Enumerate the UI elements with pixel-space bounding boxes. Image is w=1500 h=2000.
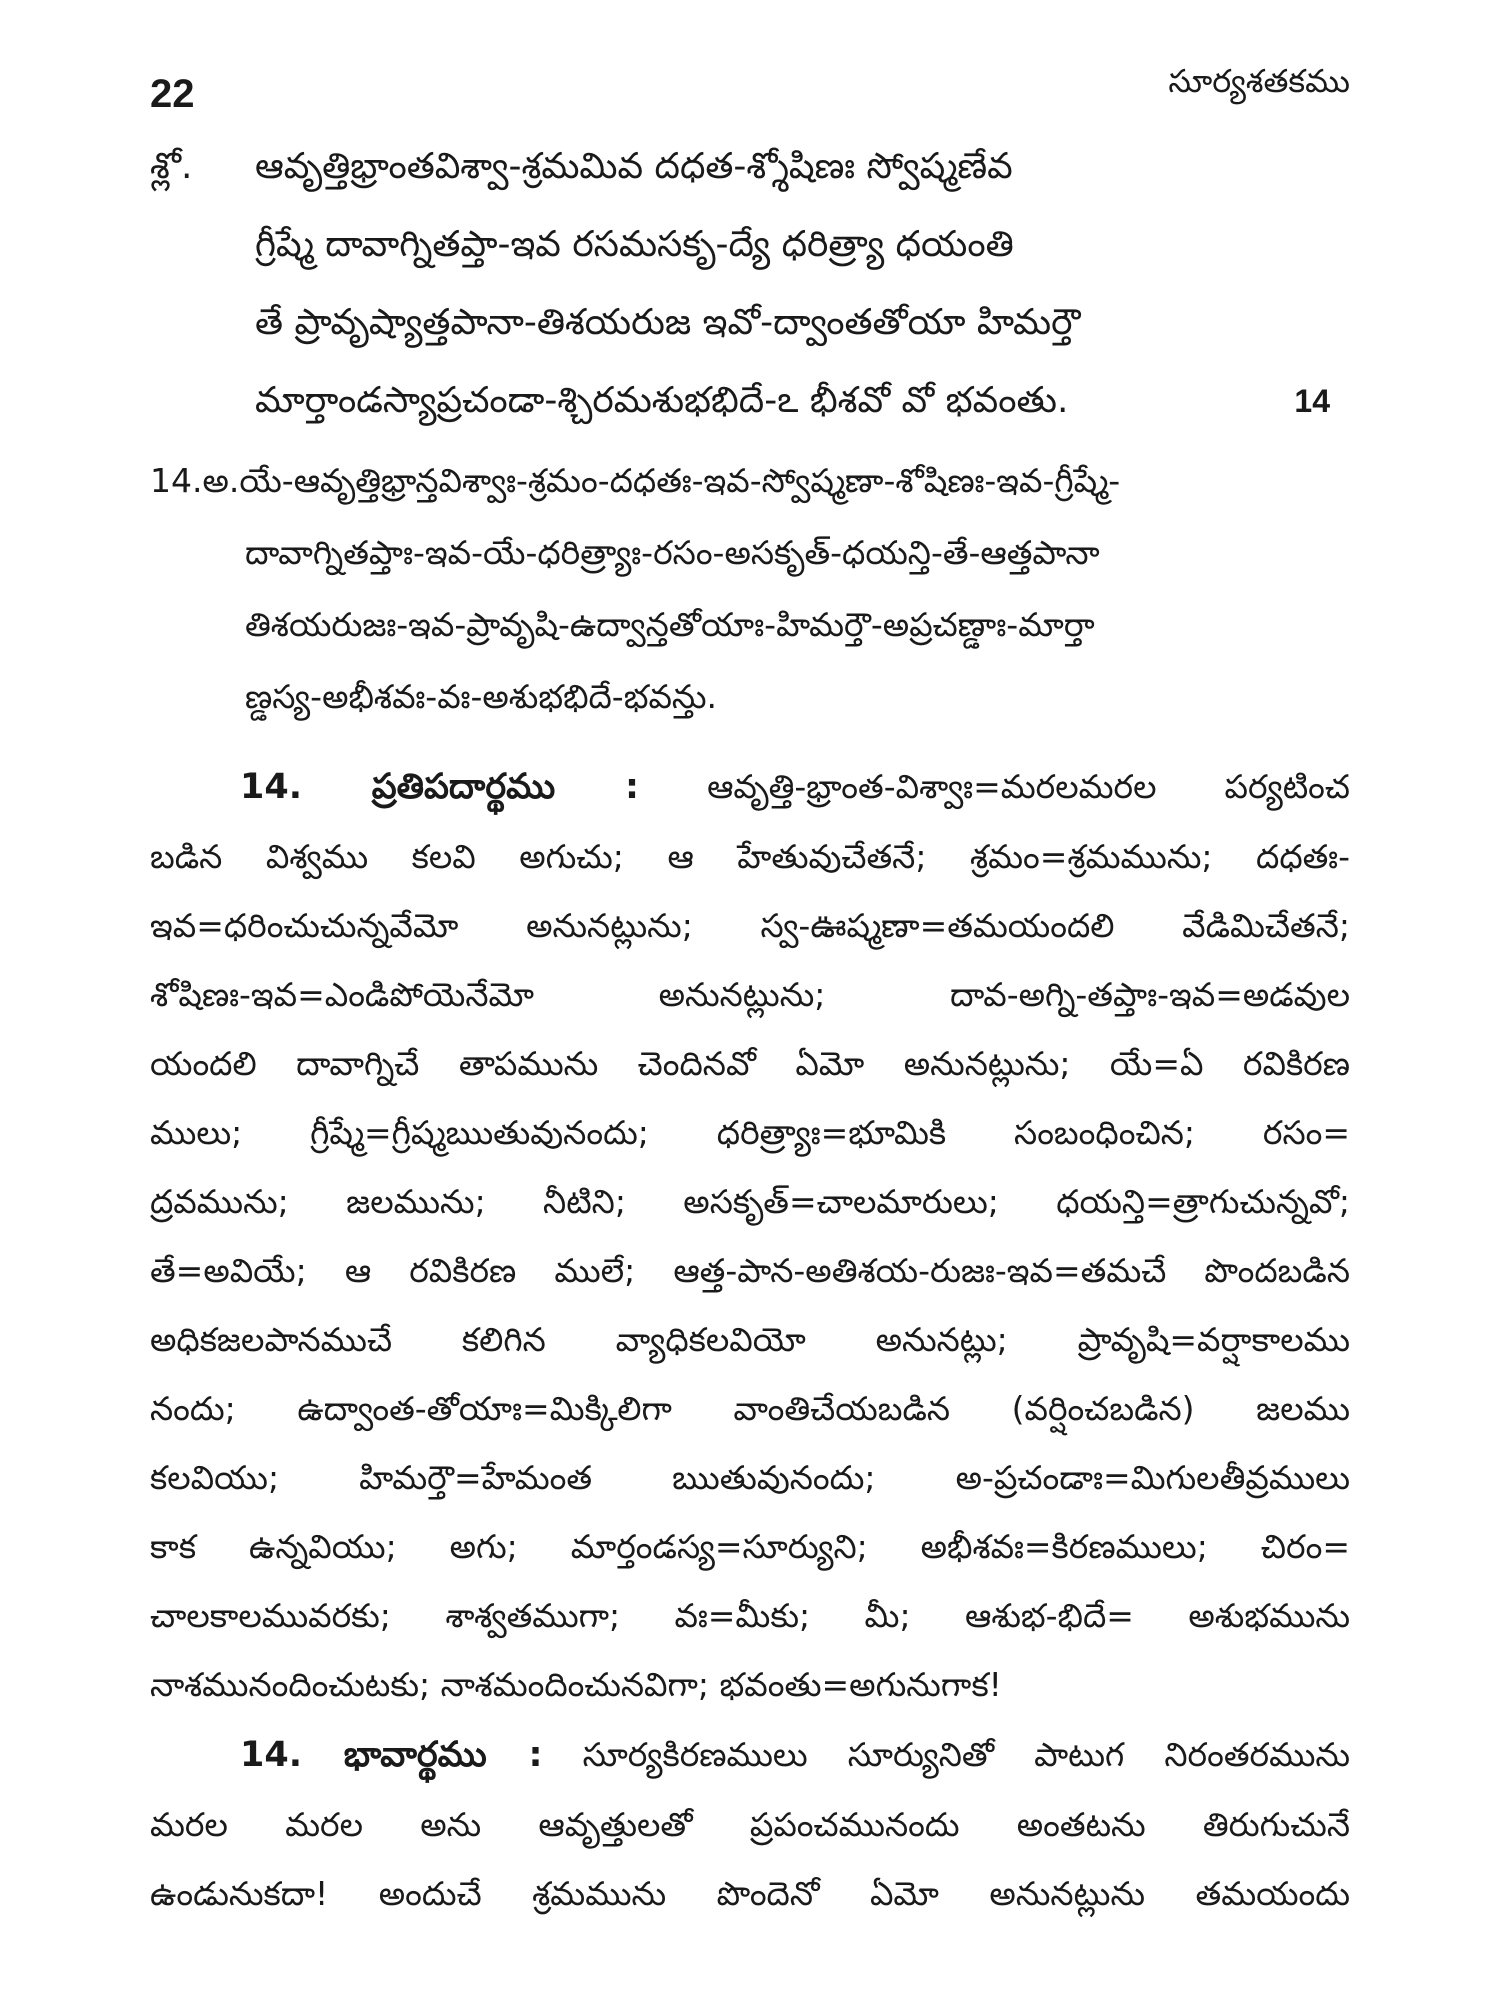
- paragraph-line: [150, 752, 1350, 822]
- word-split-line: ణ్డస్య-అభీశవః-వః-అశుభభిదే-భవన్తు.: [245, 677, 718, 716]
- paragraph-line: నాశమునందించుటకు; నాశమందించునవిగా; భవంతు=అగునుగాక!: [150, 1665, 1002, 1704]
- word-split-line: 14.అ.యే-ఆవృత్తిభ్రాన్తవిశ్వాః-శ్రమం-దధతః-ఇవ-స్వోష్మణా-శోషిణః-ఇవ-గ్రీష్మే-: [150, 461, 1121, 500]
- paragraph-line: ద్రవమును; జలమును; నీటిని; అసకృత్=చాలమారులు; ధయన్తి=త్రాగుచున్నవో;: [150, 1182, 1350, 1221]
- paragraph-text: ఆవృత్తి-భ్రాంత-విశ్వాః=మరలమరల పర్యటించ: [638, 767, 1350, 806]
- verse-text: గ్రీష్మే దావాగ్నితప్తా-ఇవ రసమసకృ-ద్యే ధరిత్ర్యా ధయంతి: [255, 224, 1014, 265]
- word-split-block: [150, 445, 1350, 733]
- gist-paragraph: [150, 1720, 1350, 1928]
- paragraph-line: ఇవ=ధరించుచున్నవేమో అనునట్లును; స్వ-ఊష్మణా=తమయందలి వేడిమిచేతనే;: [150, 906, 1350, 945]
- paragraph-line: [150, 1720, 1350, 1790]
- paragraph-text: సూర్యకిరణములు సూర్యునితో పాటుగ నిరంతరమును: [542, 1735, 1350, 1774]
- verse-line: [150, 362, 1350, 440]
- paragraph-line: మరల మరల అను ఆవృత్తులతో ప్రపంచమునందు అంతటను తిరుగుచునే: [150, 1805, 1350, 1844]
- verse-text: తే ప్రావృష్యాత్తపానా-తిశయరుజ ఇవో-ద్వాంతతోయా హిమర్తౌ: [255, 302, 1081, 343]
- word-meaning-paragraph: [150, 752, 1350, 1719]
- paragraph-line: ఉండునుకదా! అందుచే శ్రమమును పొందెనో ఏమో అనునట్లును తమయందు: [150, 1874, 1350, 1913]
- verse-text: ఆవృత్తిభ్రాంతవిశ్వా-శ్రమమివ దధత-శ్శోషిణః స్వోష్మణేవ: [255, 146, 1013, 187]
- section-heading: 14. భావార్థము :: [240, 1735, 543, 1775]
- verse-marker: శ్లో.: [150, 146, 193, 187]
- verse-block: [150, 128, 1350, 440]
- paragraph-line: నందు; ఉద్వాంత-తోయాః=మిక్కిలిగా వాంతిచేయబడిన (వర్షించబడిన) జలము: [150, 1389, 1350, 1428]
- paragraph-line: తే=అవియే; ఆ రవికిరణ ములే; ఆత్త-పాన-అతిశయ-రుజః-ఇవ=తమచే పొందబడిన: [150, 1251, 1350, 1290]
- paragraph-line: కలవియు; హిమర్తౌ=హేమంత ఋతువునందు; అ-ప్రచండాః=మిగులతీవ్రములు: [150, 1458, 1350, 1497]
- word-split-line: తిశయరుజః-ఇవ-ప్రావృషి-ఉద్వాన్తతోయాః-హిమర్తౌ-అప్రచణ్డాః-మార్తా: [245, 605, 1095, 644]
- paragraph-line: అధికజలపానముచే కలిగిన వ్యాధికలవియో అనునట్లు; ప్రావృషి=వర్షాకాలము: [150, 1320, 1350, 1359]
- section-heading: 14. ప్రతిపదార్థము :: [240, 767, 639, 807]
- paragraph-line: చాలకాలమువరకు; శాశ్వతముగా; వః=మీకు; మీ; ఆశుభ-భిదే= అశుభమును: [150, 1596, 1350, 1635]
- verse-text: మార్తాండస్యాప్రచండా-శ్చిరమశుభభిదే-ఽ భీశవో వో భవంతు.: [255, 380, 1069, 421]
- paragraph-line: యందలి దావాగ్నిచే తాపమును చెందినవో ఏమో అనునట్లును; యే=ఏ రవికిరణ: [150, 1044, 1350, 1083]
- running-head: సూర్యశతకము: [1168, 62, 1350, 100]
- verse-line: [150, 284, 1350, 362]
- paragraph-line: బడిన విశ్వము కలవి అగుచు; ఆ హేతువుచేతనే; శ్రమం=శ్రమమును; దధతః-: [150, 837, 1350, 876]
- verse-number: 14: [1294, 383, 1330, 419]
- paragraph-line: ములు; గ్రీష్మే=గ్రీష్మఋతువునందు; ధరిత్ర్యాః=భూమికి సంబంధించిన; రసం=: [150, 1113, 1350, 1152]
- paragraph-line: కాక ఉన్నవియు; అగు; మార్తండస్య=సూర్యుని; అభీశవః=కిరణములు; చిరం=: [150, 1527, 1350, 1566]
- verse-line: [150, 206, 1350, 284]
- page-number: 22: [150, 72, 195, 116]
- verse-line: [150, 128, 1350, 206]
- paragraph-line: శోషిణః-ఇవ=ఎండిపోయెనేమో అనునట్లును; దావ-అగ్ని-తప్తాః-ఇవ=అడవుల: [150, 975, 1350, 1014]
- word-split-line: దావాగ్నితప్తాః-ఇవ-యే-ధరిత్ర్యాః-రసం-అసకృత్-ధయన్తి-తే-ఆత్తపానా: [245, 533, 1100, 572]
